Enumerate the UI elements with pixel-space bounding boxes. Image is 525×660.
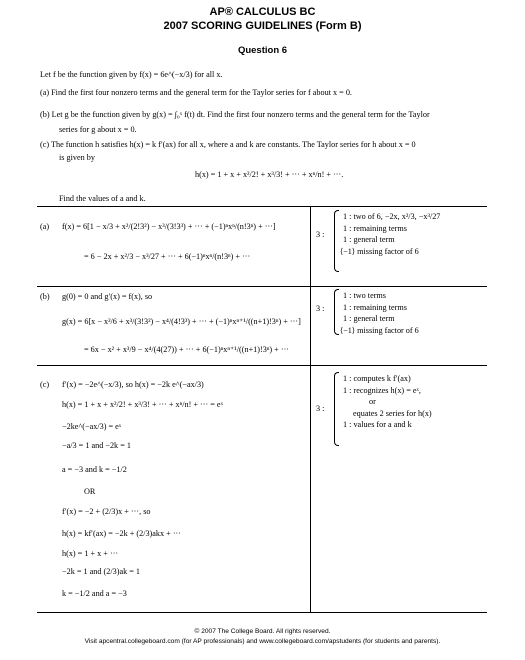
rubric-item: 1 : remaining terms [343, 223, 407, 233]
section-divider [37, 286, 487, 287]
prompt-part-b-line1: (b) Let g be the function given by g(x) = ∫₀ˣ f(t) dt. Find the first four nonzero terms and the general term for the Taylor [40, 110, 430, 119]
part-c-l5: a = −3 and k = −1/2 [62, 465, 127, 474]
part-c-l8: h(x) = 1 + x + ··· [62, 549, 119, 558]
prompt-part-a: (a) Find the first four nonzero terms and the general term for the Taylor series for f about x = 0. [40, 88, 352, 97]
part-a-points: 3 : [316, 230, 325, 239]
prompt-intro: Let f be the function given by f(x) = 6e^(−x/3) for all x. [40, 70, 223, 79]
part-c-brace [334, 372, 339, 446]
part-c-l3: −2ke^(−ax/3) = eˣ [62, 422, 122, 431]
footer-visit-text: Visit apcentral.collegeboard.com (for AP professionals) and www.collegeboard.com/apstudents (for students and parents). [84, 638, 441, 645]
section-divider [37, 365, 487, 366]
page-title: AP® CALCULUS BC [209, 6, 316, 18]
part-c-l9: −2k = 1 and (2/3)ak = 1 [62, 567, 140, 576]
rubric-item: 1 : general term [343, 235, 395, 244]
prompt-find: Find the values of a and k. [59, 194, 146, 203]
part-b-line2: = 6x − x² + x³/9 − x⁴/(4(27)) + ··· + 6(−1)ⁿxⁿ⁺¹/((n+1)!3ⁿ) + ··· [84, 345, 290, 354]
part-c-l2: h(x) = 1 + x + x²/2! + x³/3! + ··· + xⁿ/n! + ··· = eˣ [62, 400, 223, 409]
part-b-points: 3 : [316, 304, 325, 313]
rubric-item: 1 : recognizes h(x) = eˣ, [343, 385, 421, 395]
part-a-rubric [340, 211, 441, 257]
part-c-l10: k = −1/2 and a = −3 [62, 589, 127, 598]
copyright-notice: © 2007 The College Board. All rights reserved. [194, 628, 331, 635]
rubric-item: ⟨−1⟩ missing factor of 6 [340, 246, 419, 256]
part-c-rubric [343, 373, 432, 431]
part-c-l4: −a/3 = 1 and −2k = 1 [62, 441, 131, 450]
rubric-item: equates 2 series for h(x) [353, 408, 432, 418]
question-heading: Question 6 [237, 45, 288, 56]
rubric-item: 1 : general term [343, 314, 395, 323]
part-c-l6: f′(x) = −2 + (2/3)x + ···, so [62, 507, 151, 516]
part-a-brace [334, 210, 339, 272]
part-a-line1: f(x) = 6[1 − x/3 + x²/(2!3²) − x³/(3!3³) + ··· + (−1)ⁿxⁿ/(n!3ⁿ) + ···] [62, 222, 276, 231]
part-c-points: 3 : [316, 404, 325, 413]
part-b-rubric [340, 290, 419, 336]
rubric-item: ⟨−1⟩ missing factor of 6 [340, 325, 419, 335]
part-c-l1: f′(x) = −2e^(−x/3), so h(x) = −2k e^(−ax/3) [62, 380, 204, 389]
rubric-item: 1 : values for a and k [343, 420, 412, 429]
part-c-l7: h(x) = kf′(ax) = −2k + (2/3)akx + ··· [62, 529, 181, 538]
rubric-item: 1 : two of 6, −2x, x²/3, −x³/27 [343, 212, 441, 221]
rubric-item: 1 : remaining terms [343, 302, 407, 312]
page-subtitle: 2007 SCORING GUIDELINES (Form B) [163, 20, 362, 32]
part-c-label: (c) [40, 380, 50, 389]
part-b-line0: g(0) = 0 and g′(x) = f(x), so [62, 292, 153, 301]
prompt-part-b-line2: series for g about x = 0. [59, 125, 137, 134]
rubric-item: 1 : two terms [343, 291, 386, 300]
section-divider [37, 206, 487, 207]
part-a-line2: = 6 − 2x + x²/3 − x³/27 + ··· + 6(−1)ⁿxⁿ/(n!3ⁿ) + ··· [84, 252, 251, 261]
prompt-part-c-line2: is given by [59, 153, 95, 162]
part-a-label: (a) [40, 222, 50, 231]
prompt-part-c-line1: (c) The function h satisfies h(x) = k f′(ax) for all x, where a and k are constants. The Taylor series for h about x = 0 [40, 140, 416, 149]
rubric-item: 1 : computes k f′(ax) [343, 374, 411, 383]
section-divider [37, 612, 487, 613]
rubric-item: or [369, 397, 376, 406]
h-series-formula: h(x) = 1 + x + x²/2! + x³/3! + ··· + xⁿ/n! + ···. [195, 170, 344, 179]
part-c-or: OR [84, 487, 96, 496]
part-b-label: (b) [40, 292, 50, 301]
part-b-line1: g(x) = 6[x − x²/6 + x³/(3!3²) − x⁴/(4!3³) + ··· + (−1)ⁿxⁿ⁺¹/((n+1)!3ⁿ) + ···] [62, 317, 301, 326]
column-divider [310, 206, 311, 612]
part-b-brace [334, 289, 339, 335]
